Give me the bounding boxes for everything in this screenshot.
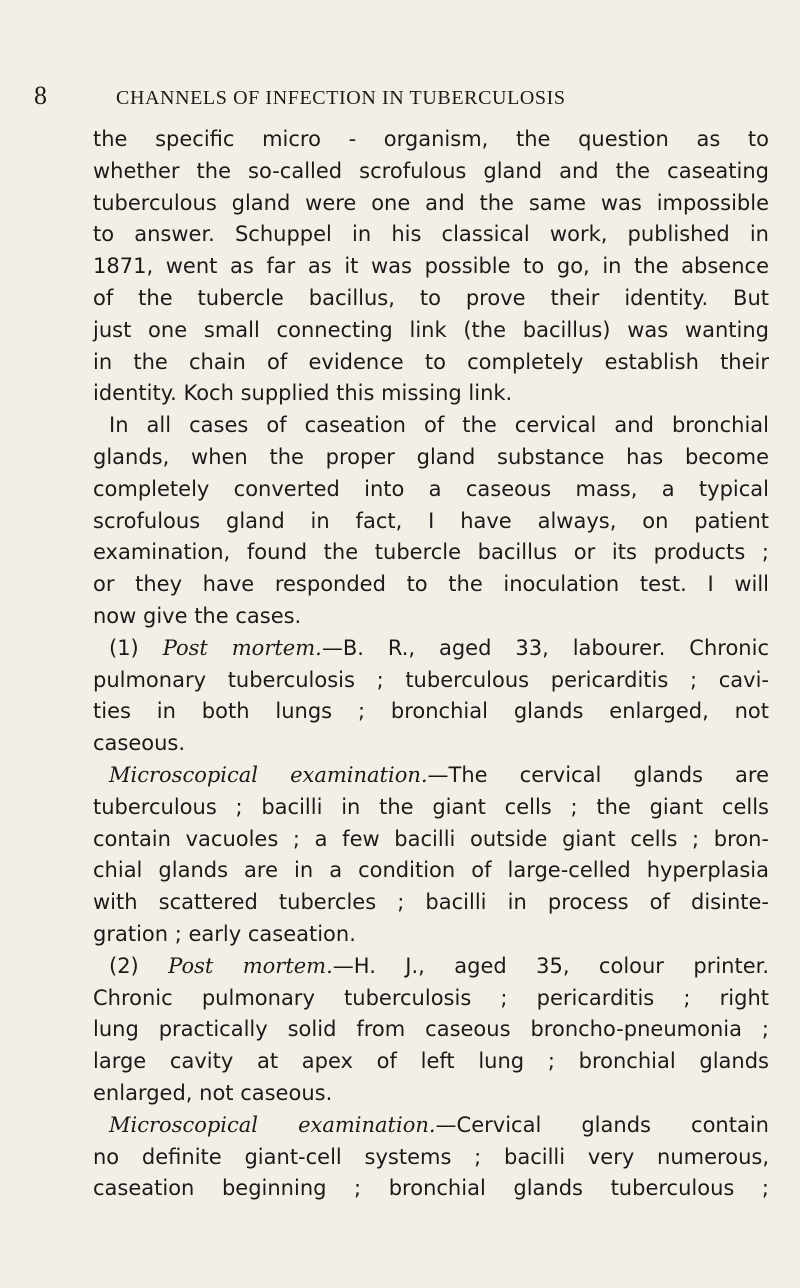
case-heading-text: —H. J., aged 35, colour printer. xyxy=(332,953,770,978)
text-line: to answer. Schuppel in his classical work, published in xyxy=(93,222,769,247)
text-line: completely converted into a caseous mass, a typical xyxy=(93,476,769,501)
text-line: caseation beginning ; bronchial glands tuberculous ; xyxy=(93,1176,769,1201)
page-header xyxy=(0,82,800,112)
case-heading-line xyxy=(93,633,769,665)
microscopy-heading-line xyxy=(93,760,769,792)
text-line: gration ; early caseation. xyxy=(93,921,356,946)
text-line: Chronic pulmonary tuberculosis ; pericarditis ; right xyxy=(93,985,769,1010)
text-line: just one small connecting link (the bacillus) was wanting xyxy=(93,317,769,342)
text-line: with scattered tubercles ; bacilli in process of disinte- xyxy=(93,890,769,915)
running-head: CHANNELS OF INFECTION IN TUBERCULOSIS xyxy=(116,87,566,109)
text-line: the specific micro - organism, the question as to xyxy=(93,127,769,151)
text-line: tuberculous ; bacilli in the giant cells ; the giant cells xyxy=(93,794,769,819)
microscopy-heading-italic: Microscopical examination. xyxy=(109,1112,436,1137)
case-heading-line xyxy=(93,951,769,983)
text-line: chial glands are in a condition of large-celled hyperplasia xyxy=(93,858,769,883)
page-number: 8 xyxy=(34,81,47,110)
text-line: 1871, went as far as it was possible to go, in the absence xyxy=(93,254,769,279)
text-line: pulmonary tuberculosis ; tuberculous pericarditis ; cavi- xyxy=(93,667,769,692)
text-line: tuberculous gland were one and the same was impossible xyxy=(93,190,769,215)
text-line: scrofulous gland in fact, I have always, on patient xyxy=(93,508,769,533)
microscopy-heading-line xyxy=(93,1110,769,1142)
case-heading-italic: Post mortem. xyxy=(162,635,322,660)
case-number: (1) xyxy=(109,635,163,660)
text-line: examination, found the tubercle bacillus or its products ; xyxy=(93,540,769,565)
text-line: ties in both lungs ; bronchial glands enlarged, not xyxy=(93,699,769,724)
text-line: whether the so-called scrofulous gland and the caseating xyxy=(93,158,769,183)
microscopy-heading-text: —The cervical glands are xyxy=(427,762,769,787)
case-heading-text: —B. R., aged 33, labourer. Chronic xyxy=(321,635,769,660)
text-line: caseous. xyxy=(93,731,186,756)
text-line: identity. Koch supplied this missing link. xyxy=(93,381,513,406)
text-line: lung practically solid from caseous broncho-pneumonia ; xyxy=(93,1017,769,1042)
case-heading-italic: Post mortem. xyxy=(168,953,333,978)
text-line: contain vacuoles ; a few bacilli outside giant cells ; bron- xyxy=(93,826,769,851)
text-line: or they have responded to the inoculation test. I will xyxy=(93,572,769,597)
text-line: now give the cases. xyxy=(93,603,302,628)
microscopy-heading-italic: Microscopical examination. xyxy=(109,762,428,787)
text-line: of the tubercle bacillus, to prove their identity. But xyxy=(93,285,769,310)
microscopy-heading-text: —Cervical glands contain xyxy=(435,1112,769,1137)
text-line: In all cases of caseation of the cervical and bronchial xyxy=(109,413,769,438)
case-number: (2) xyxy=(109,953,169,978)
body-text xyxy=(93,124,769,1205)
text-line: glands, when the proper gland substance has become xyxy=(93,444,769,469)
text-line: in the chain of evidence to completely establish their xyxy=(93,349,769,374)
text-line: enlarged, not caseous. xyxy=(93,1080,333,1105)
text-line: no definite giant-cell systems ; bacilli very numerous, xyxy=(93,1144,769,1169)
text-line: large cavity at apex of left lung ; bronchial glands xyxy=(93,1049,769,1074)
